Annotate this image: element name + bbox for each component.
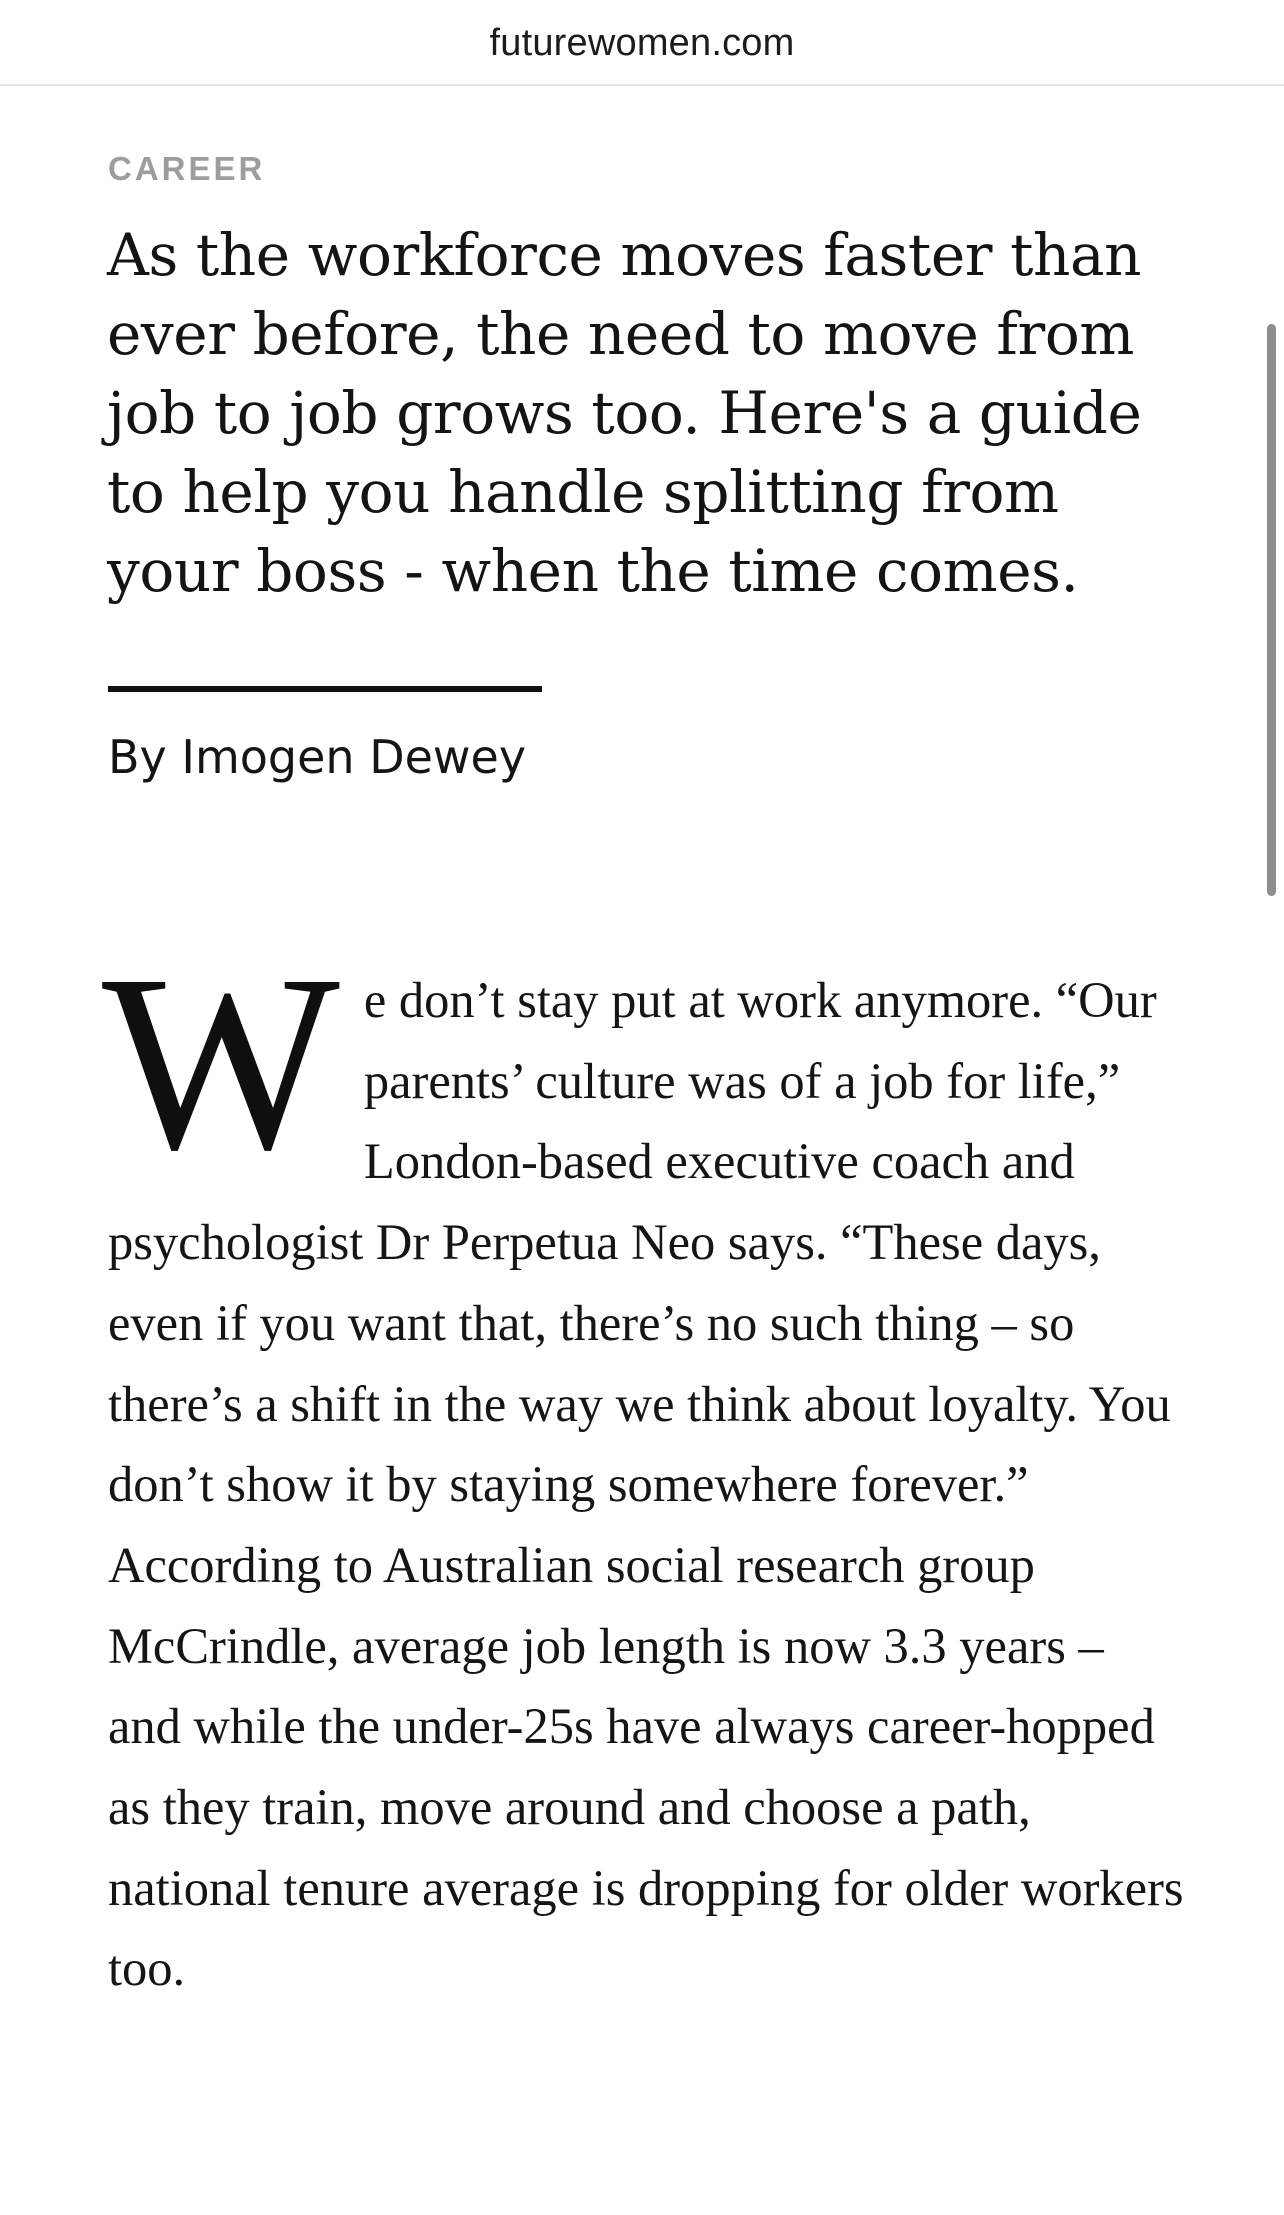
url-text[interactable]: futurewomen.com [489, 22, 795, 64]
browser-address-bar[interactable] [0, 0, 1284, 86]
scrollbar-thumb[interactable] [1267, 324, 1276, 896]
article-body [102, 922, 1188, 2009]
headline-divider [108, 686, 542, 692]
category-label[interactable]: CAREER [108, 150, 266, 187]
drop-cap: W [102, 922, 340, 1202]
author-byline: By Imogen Dewey [108, 730, 527, 784]
article-headline: As the workforce moves faster than ever before, the need to move from job to job grows too. Here's a guide to help you handle splitting from your boss - when the time comes. [107, 221, 1142, 605]
article-paragraph: e don’t stay put at work anymore. “Our parents’ culture was of a job for life,” London-based executive coach and psychologist Dr Perpetua Neo says. “These days, even if you want that, there’s no such thing – so there’s a shift in the way we think about loyalty. You don’t show it by staying somewhere forever.” According to Australian social research group McCrindle, average job length is now 3.3 years – and while the under-25s have always career-hopped as they train, move around and choose a path, national tenure average is dropping for older workers too. [108, 972, 1184, 1997]
